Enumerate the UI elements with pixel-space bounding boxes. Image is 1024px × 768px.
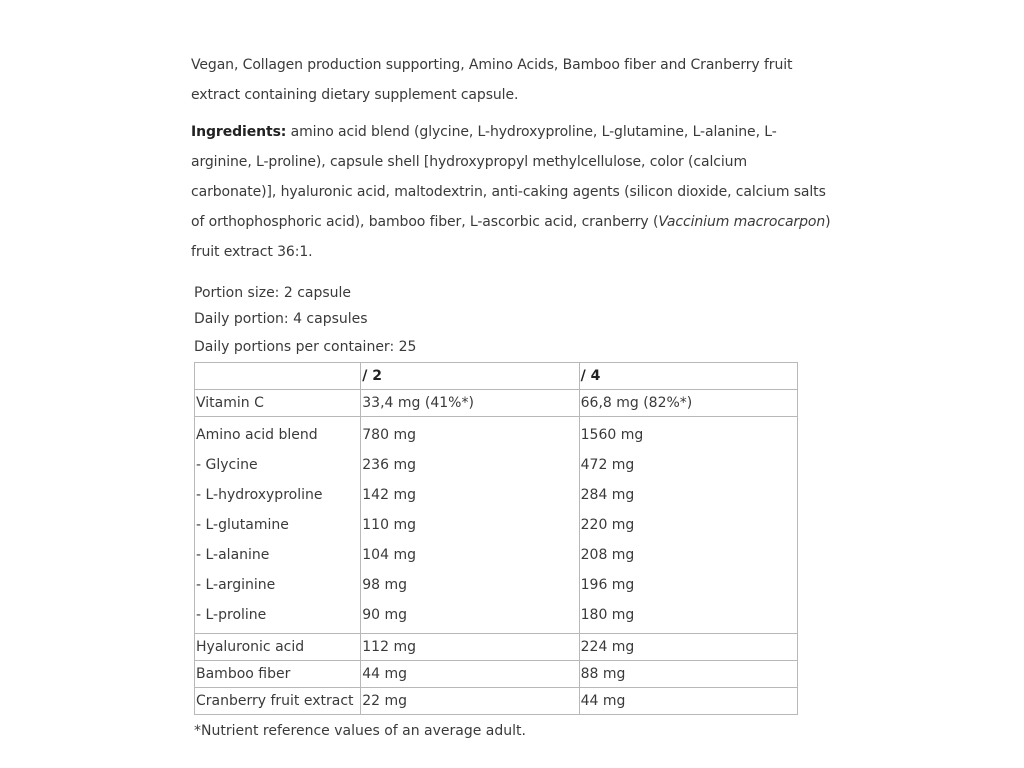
- nutrient-name: Cranberry fruit extract: [195, 688, 361, 715]
- nutrient-value-4: 220 mg: [580, 517, 635, 533]
- nutrient-value-2: 22 mg: [361, 688, 579, 715]
- nutrient-name: - L-arginine: [196, 577, 276, 593]
- nutrient-name: - L-hydroxyproline: [196, 487, 323, 503]
- nutrient-value-4: 180 mg: [580, 607, 635, 623]
- nutrient-value-2: 112 mg: [361, 634, 579, 661]
- table-row-cranberry: [195, 688, 798, 715]
- nutrient-value-4: 88 mg: [579, 661, 797, 688]
- nutrient-value-2: 33,4 mg (41%*): [361, 390, 579, 417]
- nutrient-name: - L-proline: [196, 607, 267, 623]
- nutrient-name: Hyaluronic acid: [195, 634, 361, 661]
- nutrient-value-2: 90 mg: [362, 607, 408, 623]
- nutrient-value-4: 196 mg: [580, 577, 635, 593]
- nutrient-value-2: 236 mg: [362, 457, 416, 473]
- table-row-bamboo-fiber: [195, 661, 798, 688]
- table-header-cell: [195, 363, 361, 390]
- nutrient-value-4: 472 mg: [580, 457, 635, 473]
- product-info: [191, 50, 831, 743]
- nutrient-value-4: 1560 mg: [580, 427, 644, 443]
- nutrient-value-2: 142 mg: [362, 487, 416, 503]
- portion-size: Portion size: 2 capsule: [194, 285, 352, 301]
- daily-portions-per-container: Daily portions per container: 25: [194, 339, 417, 355]
- ingredients-paragraph: [191, 117, 831, 267]
- nutrient-name: - Glycine: [196, 457, 258, 473]
- product-description: Vegan, Collagen production supporting, Amino Acids, Bamboo fiber and Cranberry fruit extract containing dietary supplement capsule.: [191, 57, 793, 103]
- portion-info: [194, 280, 831, 362]
- ingredients-text: amino acid blend (glycine, L-hydroxyproline, L-glutamine, L-alanine, L-arginine, L-proline), capsule shell [hydroxypropyl methylcellulose, color (calcium carbonate)], hyaluronic acid, maltodextrin, anti-caking agents (silicon dioxide, calcium salts of orthophosphoric acid), bamboo fiber, L-ascorbic acid, cranberry (: [191, 124, 826, 230]
- table-header-row: [195, 363, 798, 390]
- nutrient-value-2: 780 mg: [362, 427, 416, 443]
- nutrient-value-2: 98 mg: [362, 577, 408, 593]
- ingredients-text-end: ) fruit extract 36:1.: [191, 214, 831, 260]
- ingredients-label: Ingredients:: [191, 124, 287, 140]
- table-row-vitamin-c: [195, 390, 798, 417]
- nutrient-name: - L-alanine: [196, 547, 270, 563]
- nutrient-name: Vitamin C: [195, 390, 361, 417]
- nutrient-value-2: 110 mg: [362, 517, 416, 533]
- nutrient-name: Amino acid blend: [196, 427, 318, 443]
- nutrient-value-4: 284 mg: [580, 487, 635, 503]
- nutrient-name-group: [195, 417, 361, 634]
- table-row-hyaluronic-acid: [195, 634, 798, 661]
- nutrient-value-2-group: [361, 417, 579, 634]
- nutrient-value-4: 224 mg: [579, 634, 797, 661]
- table-header-cell: / 4: [579, 363, 797, 390]
- nutrient-value-4-group: [579, 417, 797, 634]
- nutrient-value-4: 208 mg: [580, 547, 635, 563]
- nutrient-name: Bamboo fiber: [195, 661, 361, 688]
- daily-portion: Daily portion: 4 capsules: [194, 311, 368, 327]
- nutrient-value-2: 104 mg: [362, 547, 416, 563]
- nutrient-name: - L-glutamine: [196, 517, 289, 533]
- nutrient-value-4: 66,8 mg (82%*): [579, 390, 797, 417]
- nutrient-value-2: 44 mg: [361, 661, 579, 688]
- ingredients-latin-name: Vaccinium macrocarpon: [658, 214, 826, 230]
- table-header-cell: / 2: [361, 363, 579, 390]
- nutrition-table: [194, 362, 798, 715]
- footnote: *Nutrient reference values of an average adult.: [194, 723, 526, 739]
- nutrient-value-4: 44 mg: [579, 688, 797, 715]
- table-row-amino-acid-blend: [195, 417, 798, 634]
